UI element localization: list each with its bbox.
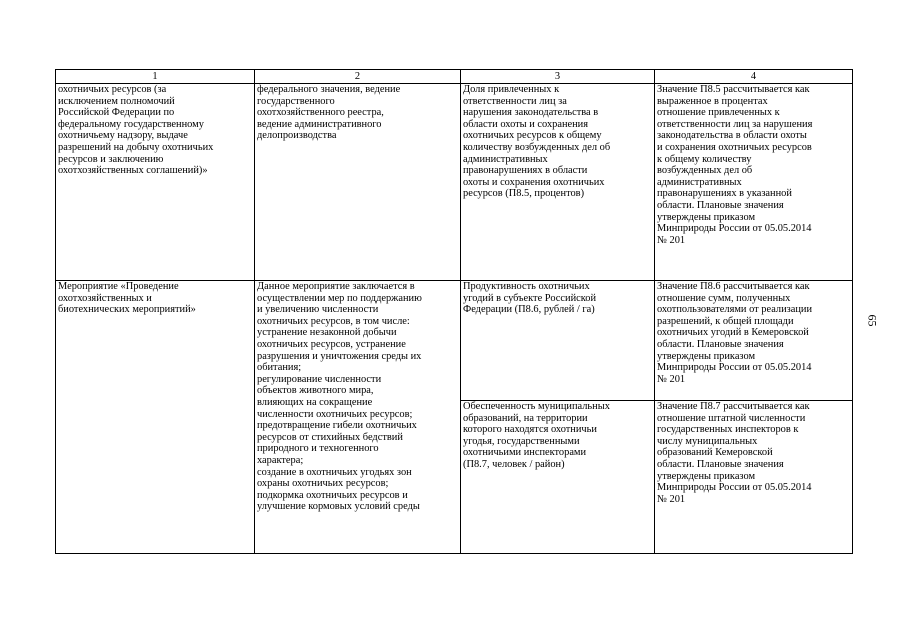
page-number: 65 bbox=[865, 314, 880, 327]
header-col-1: 1 bbox=[56, 70, 255, 84]
row2-calculation-p86: Значение П8.6 рассчитывается как отношение сумм, полученных охотпользователями от реализации разрешений, к общей площади охотничьих угодий в Кемеровской области. Плановые значения утверждены приказом Минприроды России от 05.05.2014 № 201 bbox=[655, 281, 853, 401]
header-col-2: 2 bbox=[255, 70, 461, 84]
row2-description: Данное мероприятие заключается в осуществлении мер по поддержанию и увеличению численности охотничьих ресурсов, в том числе: устранение незаконной добычи охотничьих ресурсов, устранение разрушения и уничтожения среды их обитания; регулирование численности объектов животного мира, влияющих на сокращение численности охотничьих ресурсов; предотвращение гибели охотничьих ресурсов от стихийных бедствий природного и техногенного характера; создание в охотничьих угодьях зон охраны охотничьих ресурсов; подкормка охотничьих ресурсов и улучшение кормовых условий среды bbox=[255, 281, 461, 554]
table-row bbox=[56, 281, 853, 401]
row1-event-name: охотничьих ресурсов (за исключением полномочий Российской Федерации по федеральному государственному охотничьему надзору, выдаче разрешений на добычу охотничьих ресурсов и заключению охотхозяйственных соглашений)» bbox=[56, 84, 255, 281]
row1-indicator: Доля привлеченных к ответственности лиц за нарушения законодательства в области охоты и сохранения охотничьих ресурсов к общему количеству возбужденных дел об административных правонарушениях в области охоты и сохранения охотничьих ресурсов (П8.5, процентов) bbox=[461, 84, 655, 281]
header-col-4: 4 bbox=[655, 70, 853, 84]
row2-calculation-p87: Значение П8.7 рассчитывается как отношение штатной численности государственных инспекторов к числу муниципальных образований Кемеровской области. Плановые значения утверждены приказом Минприроды России от 05.05.2014 № 201 bbox=[655, 401, 853, 554]
row2-event-name: Мероприятие «Проведение охотхозяйственных и биотехнических мероприятий» bbox=[56, 281, 255, 554]
table-row bbox=[56, 84, 853, 281]
header-col-3: 3 bbox=[461, 70, 655, 84]
table-header-row bbox=[56, 70, 853, 84]
document-table bbox=[55, 69, 853, 554]
row2-indicator-p87: Обеспеченность муниципальных образований, на территории которого находятся охотничьи угодья, государственными охотничьими инспекторами (П8.7, человек / район) bbox=[461, 401, 655, 554]
row1-description: федерального значения, ведение государственного охотхозяйственного реестра, ведение административного делопроизводства bbox=[255, 84, 461, 281]
row2-indicator-p86: Продуктивность охотничьих угодий в субъекте Российской Федерации (П8.6, рублей / га) bbox=[461, 281, 655, 401]
row1-calculation: Значение П8.5 рассчитывается как выраженное в процентах отношение привлеченных к ответственности лиц за нарушения законодательства в области охоты и сохранения охотничьих ресурсов к общему количеству возбужденных дел об административных правонарушениях в указанной области. Плановые значения утверждены приказом Минприроды России от 05.05.2014 № 201 bbox=[655, 84, 853, 281]
